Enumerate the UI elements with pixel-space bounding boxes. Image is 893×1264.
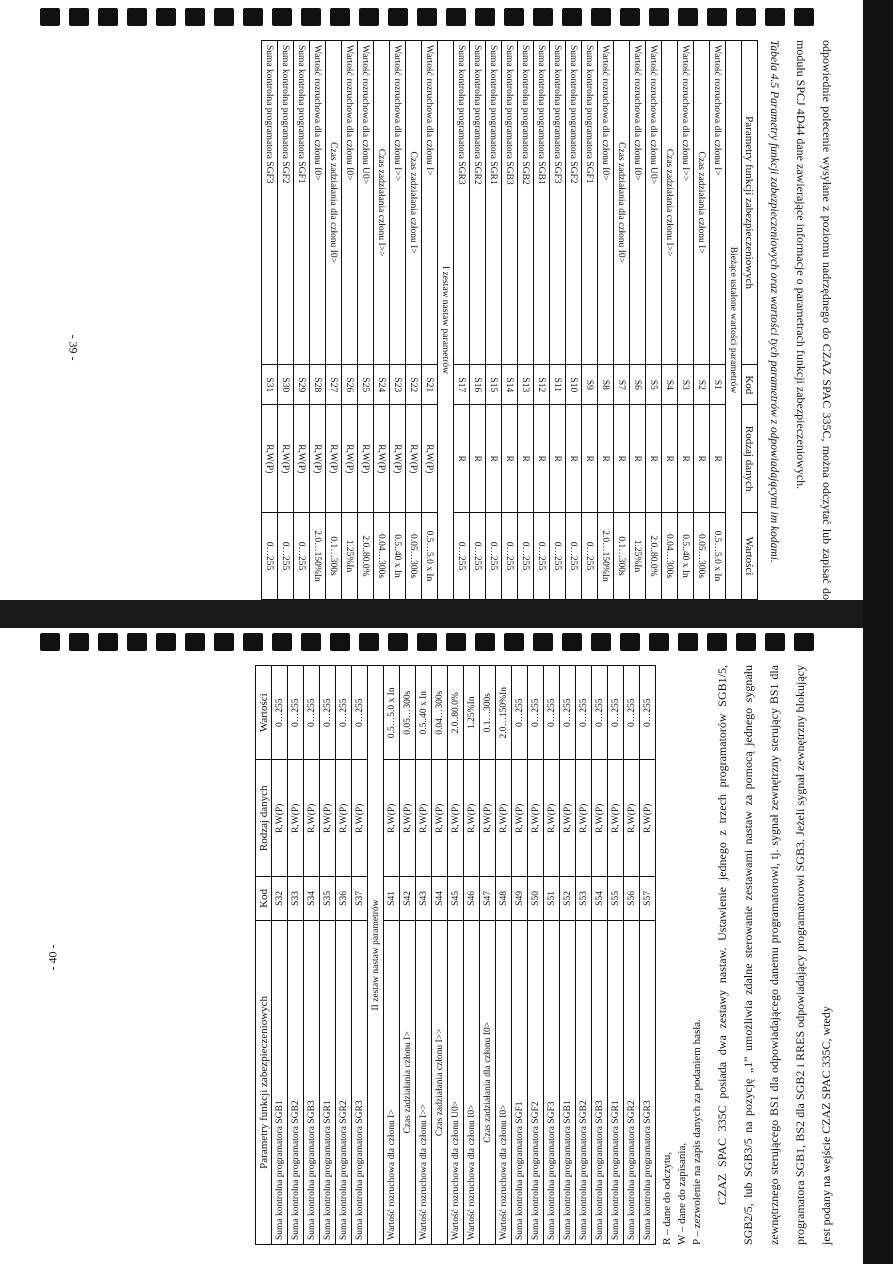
cell-param: Suma kontrolna programatora SGR2	[470, 41, 486, 365]
cell-values: 0.5..40 x In	[678, 512, 694, 599]
cell-type: R	[534, 405, 550, 513]
cell-code: S32	[272, 877, 288, 921]
cell-param: Wartość rozruchowa dla członu I>	[422, 41, 438, 365]
cell-code: S15	[486, 365, 502, 405]
cell-code: S28	[310, 365, 326, 405]
legend-r: R – dane do odczytu,	[661, 1151, 673, 1245]
cell-param: Czas zadziałania dla członu I0>	[480, 920, 496, 1244]
cell-code: S7	[614, 365, 630, 405]
cell-param: Suma kontrolna programatora SGF1	[582, 41, 598, 365]
cell-type: R,W(P)	[432, 760, 448, 877]
table-4-5-caption: Tabela 4.5 Parametry funkcji zabezpieczeniowych oraz wartości tych parametrów z odpowiadającymi im kodami.	[768, 40, 780, 563]
table-row	[480, 666, 496, 1245]
cell-param: Suma kontrolna programatora SGB3	[502, 41, 518, 365]
cell-type: R	[710, 405, 726, 513]
cell-code: S30	[278, 365, 294, 405]
cell-type: R,W(P)	[304, 760, 320, 877]
cell-code: S16	[470, 365, 486, 405]
cell-param: Wartość rozruchowa dla członu U0>	[358, 41, 374, 365]
cell-values: 0.04…300s	[374, 512, 390, 599]
cell-values: 1.25%In	[464, 666, 480, 760]
cell-code: S41	[384, 877, 400, 921]
cell-values: 0…255	[544, 666, 560, 760]
cell-type: R,W(P)	[528, 760, 544, 877]
page-number-40: - 40 -	[45, 944, 60, 971]
cell-values: 0…255	[518, 512, 534, 599]
cell-code: S42	[400, 877, 416, 921]
cell-values: 2.0…150%In	[598, 512, 614, 599]
cell-param: Suma kontrolna programatora SGF3	[544, 920, 560, 1244]
cell-type: R	[614, 405, 630, 513]
table-row	[566, 41, 582, 600]
cell-values: 0…255	[320, 666, 336, 760]
table-row	[400, 666, 416, 1245]
cell-values: 0…255	[486, 512, 502, 599]
table-row	[422, 41, 438, 600]
cell-values: 0…255	[502, 512, 518, 599]
col-header-code: Kod	[256, 877, 272, 921]
cell-param: Suma kontrolna programatora SGF2	[528, 920, 544, 1244]
cell-code: S34	[304, 877, 320, 921]
cell-code: S3	[678, 365, 694, 405]
cell-param: Wartość rozruchowa dla członu I>>	[390, 41, 406, 365]
cell-param: Wartość rozruchowa dla członu I0>	[630, 41, 646, 365]
cell-param: Wartość rozruchowa dla członu I>>	[678, 41, 694, 365]
table-row	[464, 666, 480, 1245]
cell-values: 0…255	[262, 512, 278, 599]
cell-type: R,W(P)	[294, 405, 310, 513]
cell-code: S8	[598, 365, 614, 405]
cell-type: R,W(P)	[326, 405, 342, 513]
cell-values: 1.25%In	[630, 512, 646, 599]
cell-values: 0…255	[550, 512, 566, 599]
page-number-39: - 39 -	[66, 334, 81, 361]
table-row	[582, 41, 598, 600]
table-row	[304, 666, 320, 1245]
col-header-type: Rodzaj danych	[742, 405, 758, 513]
cell-values: 2.0..80.0%	[646, 512, 662, 599]
cell-type: R,W(P)	[592, 760, 608, 877]
col-header-params: Parametry funkcji zabezpieczeniowych	[742, 41, 758, 365]
cell-values: 0…255	[336, 666, 352, 760]
cell-param: Czas zadziałania członu I>>	[662, 41, 678, 365]
cell-values: 0.5…5.0 x In	[384, 666, 400, 760]
cell-param: Suma kontrolna programatora SGB2	[288, 920, 304, 1244]
cell-type: R	[566, 405, 582, 513]
spiral-binding-top	[0, 6, 893, 28]
cell-code: S6	[630, 365, 646, 405]
cell-values: 0.05…300s	[400, 666, 416, 760]
cell-code: S23	[390, 365, 406, 405]
page40-paragraph: CZAZ SPAC 335C posiada dwa zestawy nastaw. Ustawienie jednego z trzech programatorów SGB1/5, SGB2/5, lub SGB3/5 na pozycję „1” umożliwia zdalne sterowanie zestawami nastaw za pomocą jednego sygnału zewnętrznego sterującego BS1 dla odpowiadającego danemu programatorowi, tj. sygnał zewnętrzny sterujący BS1 dla programatora SGB1, BS2 dla SGB2 i RRES odpowiadający programatorowi SGB3. Jeżeli sygnał zewnętrzny blokujący jest podany na wejście CZAZ SPAC 335C, wtedy	[715, 665, 833, 1245]
section-title: II zestaw nastaw parametrów	[368, 666, 384, 1245]
cell-type: R,W(P)	[406, 405, 422, 513]
cell-values: 0.1…300s	[480, 666, 496, 760]
table-row	[390, 41, 406, 600]
cell-param: Wartość rozruchowa dla członu I0>	[598, 41, 614, 365]
table-row	[272, 666, 288, 1245]
cell-code: S22	[406, 365, 422, 405]
cell-param: Suma kontrolna programatora SGB1	[272, 920, 288, 1244]
cell-param: Wartość rozruchowa dla członu U0>	[448, 920, 464, 1244]
col-header-code: Kod	[742, 365, 758, 405]
cell-type: R	[646, 405, 662, 513]
table-row	[624, 666, 640, 1245]
cell-values: 0.5…5.0 x In	[422, 512, 438, 599]
cell-type: R,W(P)	[384, 760, 400, 877]
cell-param: Wartość rozruchowa dla członu I0>	[310, 41, 326, 365]
table-row	[374, 41, 390, 600]
table-row	[416, 666, 432, 1245]
cell-param: Suma kontrolna programatora SGF1	[512, 920, 528, 1244]
page39-intro: odpowiednie polecenie wysyłane z poziomu nadrzędnego do CZAZ SPAC 335C, można odczytać lub zapisać do modułu SPCJ 4D44 dane zawierające informacje o parametrach funkcji zabezpieczeniowych.	[794, 40, 834, 600]
cell-type: R,W(P)	[496, 760, 512, 877]
cell-code: S27	[326, 365, 342, 405]
cell-param: Wartość rozruchowa dla członu I0>	[496, 920, 512, 1244]
cell-param: Suma kontrolna programatora SGR3	[352, 920, 368, 1244]
cell-code: S57	[640, 877, 656, 921]
col-header-values: Wartości	[742, 512, 758, 599]
page-divider-binding	[0, 600, 893, 628]
cell-code: S2	[694, 365, 710, 405]
cell-code: S9	[582, 365, 598, 405]
cell-param: Wartość rozruchowa dla członu I0>	[464, 920, 480, 1244]
cell-type: R	[662, 405, 678, 513]
cell-values: 0…255	[560, 666, 576, 760]
cell-code: S50	[528, 877, 544, 921]
cell-type: R,W(P)	[608, 760, 624, 877]
cell-type: R,W(P)	[358, 405, 374, 513]
table-row	[544, 666, 560, 1245]
table-row	[640, 666, 656, 1245]
table-row	[406, 41, 422, 600]
cell-param: Suma kontrolna programatora SGF1	[294, 41, 310, 365]
cell-code: S17	[454, 365, 470, 405]
cell-type: R,W(P)	[374, 405, 390, 513]
table-4-5	[261, 40, 758, 600]
cell-param: Suma kontrolna programatora SGF2	[566, 41, 582, 365]
cell-values: 2.0..80.0%	[358, 512, 374, 599]
table-row	[342, 41, 358, 600]
cell-param: Suma kontrolna programatora SGR2	[624, 920, 640, 1244]
cell-code: S29	[294, 365, 310, 405]
cell-param: Suma kontrolna programatora SGR1	[486, 41, 502, 365]
cell-values: 0.05…300s	[694, 512, 710, 599]
cell-type: R	[582, 405, 598, 513]
table-row	[320, 666, 336, 1245]
cell-code: S12	[534, 365, 550, 405]
cell-type: R,W(P)	[448, 760, 464, 877]
cell-code: S1	[710, 365, 726, 405]
table-row	[288, 666, 304, 1245]
table-row	[534, 41, 550, 600]
table-row	[352, 666, 368, 1245]
cell-param: Suma kontrolna programatora SGB2	[576, 920, 592, 1244]
cell-type: R	[694, 405, 710, 513]
cell-code: S53	[576, 877, 592, 921]
cell-code: S48	[496, 877, 512, 921]
table-row	[608, 666, 624, 1245]
table-row	[518, 41, 534, 600]
cell-values: 0…255	[576, 666, 592, 760]
cell-type: R,W(P)	[272, 760, 288, 877]
cell-type: R,W(P)	[336, 760, 352, 877]
cell-type: R	[454, 405, 470, 513]
cell-param: Czas zadziałania członu I>	[694, 41, 710, 365]
table-row	[710, 41, 726, 600]
cell-type: R,W(P)	[512, 760, 528, 877]
cell-code: S5	[646, 365, 662, 405]
cell-code: S4	[662, 365, 678, 405]
table-row	[662, 41, 678, 600]
cell-type: R	[550, 405, 566, 513]
table-row	[486, 41, 502, 600]
cell-code: S46	[464, 877, 480, 921]
cell-param: Czas zadziałania członu I>	[406, 41, 422, 365]
cell-values: 0…255	[470, 512, 486, 599]
cell-code: S14	[502, 365, 518, 405]
cell-type: R,W(P)	[400, 760, 416, 877]
cell-type: R,W(P)	[464, 760, 480, 877]
cell-type: R	[518, 405, 534, 513]
table-row	[384, 666, 400, 1245]
cell-param: Wartość rozruchowa dla członu I>	[384, 920, 400, 1244]
cell-code: S24	[374, 365, 390, 405]
cell-values: 0…255	[304, 666, 320, 760]
table-row	[678, 41, 694, 600]
table-row	[310, 41, 326, 600]
cell-type: R,W(P)	[342, 405, 358, 513]
cell-type: R,W(P)	[262, 405, 278, 513]
page-39	[66, 40, 840, 600]
table-row	[694, 41, 710, 600]
table-row	[358, 41, 374, 600]
cell-values: 0…255	[278, 512, 294, 599]
table-row	[646, 41, 662, 600]
section-title: Bieżące ustalone wartości parametrów	[726, 41, 742, 600]
cell-type: R,W(P)	[576, 760, 592, 877]
cell-param: Suma kontrolna programatora SGB2	[518, 41, 534, 365]
cell-values: 0…255	[624, 666, 640, 760]
cell-values: 0…255	[566, 512, 582, 599]
table-row	[432, 666, 448, 1245]
cell-code: S36	[336, 877, 352, 921]
cell-values: 0.04…300s	[662, 512, 678, 599]
cell-values: 2.0…150%In	[310, 512, 326, 599]
cell-param: Suma kontrolna programatora SGR3	[454, 41, 470, 365]
cell-values: 0…255	[288, 666, 304, 760]
cell-values: 0…255	[582, 512, 598, 599]
cell-values: 0.04…300s	[432, 666, 448, 760]
cell-code: S49	[512, 877, 528, 921]
cell-code: S45	[448, 877, 464, 921]
table-row	[528, 666, 544, 1245]
cell-type: R,W(P)	[352, 760, 368, 877]
cell-values: 0…255	[592, 666, 608, 760]
table-row	[576, 666, 592, 1245]
table-row	[278, 41, 294, 600]
cell-type: R,W(P)	[560, 760, 576, 877]
table-row	[496, 666, 512, 1245]
cell-type: R,W(P)	[320, 760, 336, 877]
cell-code: S51	[544, 877, 560, 921]
table-section-row	[368, 666, 384, 1245]
table-row	[598, 41, 614, 600]
cell-param: Suma kontrolna programatora SGR2	[336, 920, 352, 1244]
col-header-params: Parametry funkcji zabezpieczeniowych	[256, 920, 272, 1244]
table-section-row	[726, 41, 742, 600]
cell-param: Czas zadziałania członu I>>	[432, 920, 448, 1244]
table-row	[262, 41, 278, 600]
col-header-values: Wartości	[256, 666, 272, 760]
cell-param: Suma kontrolna programatora SGR3	[640, 920, 656, 1244]
cell-code: S52	[560, 877, 576, 921]
cell-code: S44	[432, 877, 448, 921]
cell-code: S35	[320, 877, 336, 921]
table-row	[512, 666, 528, 1245]
table-row	[448, 666, 464, 1245]
cell-param: Czas zadziałania członu I>>	[374, 41, 390, 365]
cell-values: 0…255	[272, 666, 288, 760]
cell-param: Czas zadziałania dla członu I0>	[326, 41, 342, 365]
cell-code: S47	[480, 877, 496, 921]
spiral-binding-middle	[0, 631, 893, 653]
table-row	[592, 666, 608, 1245]
cell-code: S54	[592, 877, 608, 921]
table-4-5-continued	[255, 665, 656, 1245]
table-row	[470, 41, 486, 600]
cell-param: Suma kontrolna programatora SGR1	[608, 920, 624, 1244]
cell-param: Suma kontrolna programatora SGF3	[550, 41, 566, 365]
cell-type: R,W(P)	[640, 760, 656, 877]
table-row	[502, 41, 518, 600]
cell-type: R	[502, 405, 518, 513]
legend-p: P – zezwolenie na zapis danych za podaniem hasła.	[691, 1019, 703, 1245]
cell-values: 0…255	[294, 512, 310, 599]
cell-code: S43	[416, 877, 432, 921]
cell-type: R	[598, 405, 614, 513]
cell-values: 2.0…150%In	[496, 666, 512, 760]
cell-code: S25	[358, 365, 374, 405]
cell-code: S21	[422, 365, 438, 405]
cell-param: Suma kontrolna programatora SGB3	[304, 920, 320, 1244]
cell-values: 0…255	[640, 666, 656, 760]
cell-values: 0.5..40 x In	[416, 666, 432, 760]
cell-type: R	[630, 405, 646, 513]
cell-values: 0…255	[352, 666, 368, 760]
cell-param: Wartość rozruchowa dla członu I>	[710, 41, 726, 365]
cell-values: 2.0..80.0%	[448, 666, 464, 760]
table-row	[454, 41, 470, 600]
legend	[660, 665, 705, 1245]
cell-type: R,W(P)	[422, 405, 438, 513]
section-title: I zestaw nastaw parametrów	[438, 41, 454, 600]
cell-values: 0…255	[512, 666, 528, 760]
cell-code: S31	[262, 365, 278, 405]
cell-type: R,W(P)	[416, 760, 432, 877]
table-row	[326, 41, 342, 600]
cell-param: Suma kontrolna programatora SGR1	[320, 920, 336, 1244]
cell-param: Wartość rozruchowa dla członu U0>	[646, 41, 662, 365]
cell-type: R,W(P)	[278, 405, 294, 513]
cell-type: R,W(P)	[310, 405, 326, 513]
cell-type: R	[470, 405, 486, 513]
cell-values: 0…255	[528, 666, 544, 760]
cell-values: 0.1…300s	[614, 512, 630, 599]
cell-param: Suma kontrolna programatora SGF3	[262, 41, 278, 365]
cell-type: R,W(P)	[544, 760, 560, 877]
cell-param: Wartość rozruchowa dla członu I>>	[416, 920, 432, 1244]
table-row	[630, 41, 646, 600]
cell-code: S26	[342, 365, 358, 405]
cell-values: 0.05…300s	[406, 512, 422, 599]
table-row	[560, 666, 576, 1245]
cell-code: S10	[566, 365, 582, 405]
cell-code: S37	[352, 877, 368, 921]
cell-type: R,W(P)	[390, 405, 406, 513]
cell-values: 0.5..40 x In	[390, 512, 406, 599]
scan-edge	[863, 0, 893, 1264]
cell-values: 0…255	[534, 512, 550, 599]
col-header-type: Rodzaj danych	[256, 760, 272, 877]
cell-code: S11	[550, 365, 566, 405]
cell-type: R	[678, 405, 694, 513]
cell-type: R	[486, 405, 502, 513]
cell-type: R,W(P)	[288, 760, 304, 877]
page-40	[45, 665, 855, 1245]
table-row	[294, 41, 310, 600]
table-row	[550, 41, 566, 600]
cell-param: Czas zadziałania członu I>	[400, 920, 416, 1244]
cell-values: 1.25%In	[342, 512, 358, 599]
cell-values: 0…255	[608, 666, 624, 760]
cell-param: Suma kontrolna programatora SGB1	[560, 920, 576, 1244]
cell-type: R,W(P)	[480, 760, 496, 877]
cell-code: S55	[608, 877, 624, 921]
cell-param: Suma kontrolna programatora SGB3	[592, 920, 608, 1244]
cell-values: 0.5…5.0 x In	[710, 512, 726, 599]
cell-code: S56	[624, 877, 640, 921]
cell-param: Wartość rozruchowa dla członu I0>	[342, 41, 358, 365]
cell-param: Suma kontrolna programatora SGB1	[534, 41, 550, 365]
cell-values: 0…255	[454, 512, 470, 599]
table-row	[336, 666, 352, 1245]
table-section-row	[438, 41, 454, 600]
cell-code: S13	[518, 365, 534, 405]
table-row	[614, 41, 630, 600]
cell-type: R,W(P)	[624, 760, 640, 877]
cell-param: Suma kontrolna programatora SGF2	[278, 41, 294, 365]
legend-w: W – dane do zapisania,	[676, 1142, 688, 1245]
cell-values: 0.1…300s	[326, 512, 342, 599]
cell-param: Czas zadziałania dla członu I0>	[614, 41, 630, 365]
cell-code: S33	[288, 877, 304, 921]
